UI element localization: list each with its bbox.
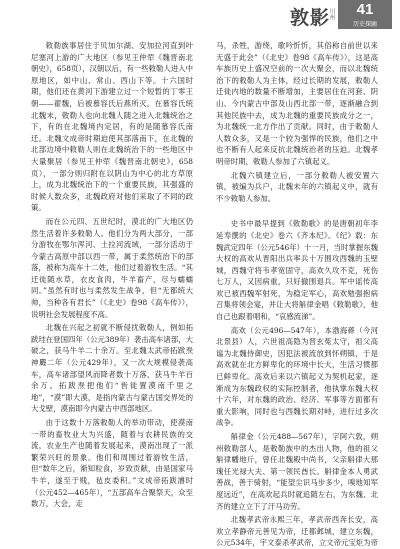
paragraph: 北魏孝武帝永熙三年，孝武帝西奔长安，高欢立孝静帝元善见为帝，迁都邺城，建立东魏，公元534年，宇文泰杀孝武帝，立文帝元宝炬为帝 [216, 515, 378, 548]
paragraph: 高欢（公元496—547年），本渤海蓚（今河北景县）人，六世祖高隐为晋玄菟太守，祖父高谧为北魏侍御史，因犯法被流放到怀朔镇，于是高欢就在北方鲜卑化的环境中长大，生活习惯都已鲜卑化。高欢后来以六镇起义为契机起家，逐渐成为东魏政权的实际控制者，他执掌东魏大权十六年，对东魏的政治、经济、军事等方面都有重大影响，同时也与西魏长期对峙，进行过多次战争。 [216, 325, 378, 428]
paragraph: 史书中最早提到《敕勒歌》的是唐朝初年李延寿撰的《北史》卷六《齐本纪》。《纪》载：东魏武定四年（公元546年）十一月，当时掌握东魏大权的高欢从晋阳出兵率兵十万围攻西魏的玉壁城，西魏守将韦孝宽固守，高欢久攻不克，死伤七万人，又因病重，只好撤围退兵。军中谣传高欢已被西魏军射死，为稳定军心，高欢勉强抱病召集将领会宴，并让大将斛律金唱《敕勒歌》，他自己也跟着唱和，“哀感流涕”。 [216, 219, 378, 322]
paragraph: 北魏六镇建立后，一部分敕勒人被安置六镇，被编为兵户，北魏末年的六镇起义中，就有不少敕勒人参加。 [216, 170, 378, 203]
left-column [31, 40, 193, 530]
paragraph: 斛律金（公元488—567年），字阿六敦，朔州敕勒部人，是敕勒族中的杰出人物，他的祖父斛律幡地斤，曾任北魏殿中尚书，父亲斛律大那瑰任光禄大夫、第一领民酋长。斛律金本人勇武善战，善于骑射，“能望尘识马步多少，嗅地知军度远近”，在高欢起兵时就追随左右，为东魏、北齐的建立立下了汗马功劳。 [216, 432, 378, 511]
right-column [216, 40, 378, 548]
paragraph: 北魏在兴起之初就不断侵扰敕勒人，例如拓跋珪在登国四年（公元389年）袭击高车诸部，大破之，获马牛羊二十余万。至北魏太武帝拓跋焘神麚二年（公元429年），又一次大规模侵袭高车，高车诸部望风而降者数十万落，获马牛羊百余万。拓跋焘把他们“皆徙置漠南千里之地”，“漠”即大漠，是指内蒙古与蒙古国交界处的大戈壁，漠南即今内蒙古中西部地区。 [31, 323, 193, 414]
section-tag: 历史探幽 [338, 20, 392, 29]
page-number: 41 [338, 0, 392, 26]
paragraph: 敕勒族事居住于贝加尔湖、安加拉河直到叶尼塞河上游的广大地区（参见王仲荦《魏晋南北朝史》，658页），汉朝以后，有一些敕勒人进入中原地区，如中山、常山、西山下等。十六国时期，他们还在黄河下游建立过一个短暂的丁零王朝——翟魏，后被慕容氏后燕所灭。在慕容氏统北魏末，敕勒人也向北魏人随之进入北魏统治之下，有的在北魏境内定居，有的是随慕容氏南迁。北魏文成帝时期迫使其部落南下，在北魏的北部边境中敕勒人则在北魏统治下的一些地区中大量聚居（参见王仲荦《魏晋南北朝史》，658页），一部分则归附在以阴山为中心的北方草原上，成为北魏统治下的一个重要民族，其强盛的时候人数众多，北魏政府对他们采取了不同的政策。 [31, 41, 193, 213]
magazine-brand: 敦影 [289, 7, 330, 29]
article-body [31, 40, 378, 548]
page-header [0, 0, 400, 28]
magazine-brand-sub: 川州 [328, 8, 335, 20]
paragraph: 而在公元四、五世纪时，漠北的广大地区仍然生活着许多敕勒人。他们分为两大部分，一部分游牧在鄂尔浑河、土拉河流域，一部分活动于今蒙古高原中部以西一带，属于柔然统治下的部落，被称为高车十二姓，他们过着游牧生活。“其迁徙随水草，衣皮食肉，牛羊畜产，尽与蠕蠕同。”虽然有时也与柔然发生战争，但“无都统大帅，当种各有君长”（《北史》卷98《高车传》），说明社会发展程度不高。 [31, 216, 193, 319]
paragraph: 马，杀牲，游绕，歌吟忻忻，其俗称自前世以来无盛于此会”（《北史》卷98《高车传》），这是高车族历史上盛况空前的一次大聚会，而以北魏统治下的敕勒人为主体，经过长期的发展，敕勒人迁徙内地的数量不断增加，主要居住在河套、阴山、今内蒙古中部及山西北部一带，逐渐融合到其他民族中去，成为北魏的重要民族成分之一，为北魏统一北方作出了贡献。同时，由于敕勒人人数众多，又是一个较为强悍的民族，他们之中也不断有人起来反抗北魏统治者的压迫。北魏孝明帝时期，敕勒人参加了六镇起义。 [216, 41, 378, 166]
section-gap [216, 206, 378, 218]
paragraph: 由于这数十万落敕勒人的举动带动，使漠南一带的畜牧业大为兴盛，随着与农耕民族的交流，农业生产也随着发展起来，漠南出现了一派繁荣兴旺的景象。他们和周围过着游牧生活，但“数年之后，渐知粒食，岁致贡献，由是国家马牛羊，遂至于贱，毡皮委积。”文成帝拓跋濬时（公元452—465年），“五部高车合聚祭天，众至数万，大会，走 [31, 418, 193, 509]
